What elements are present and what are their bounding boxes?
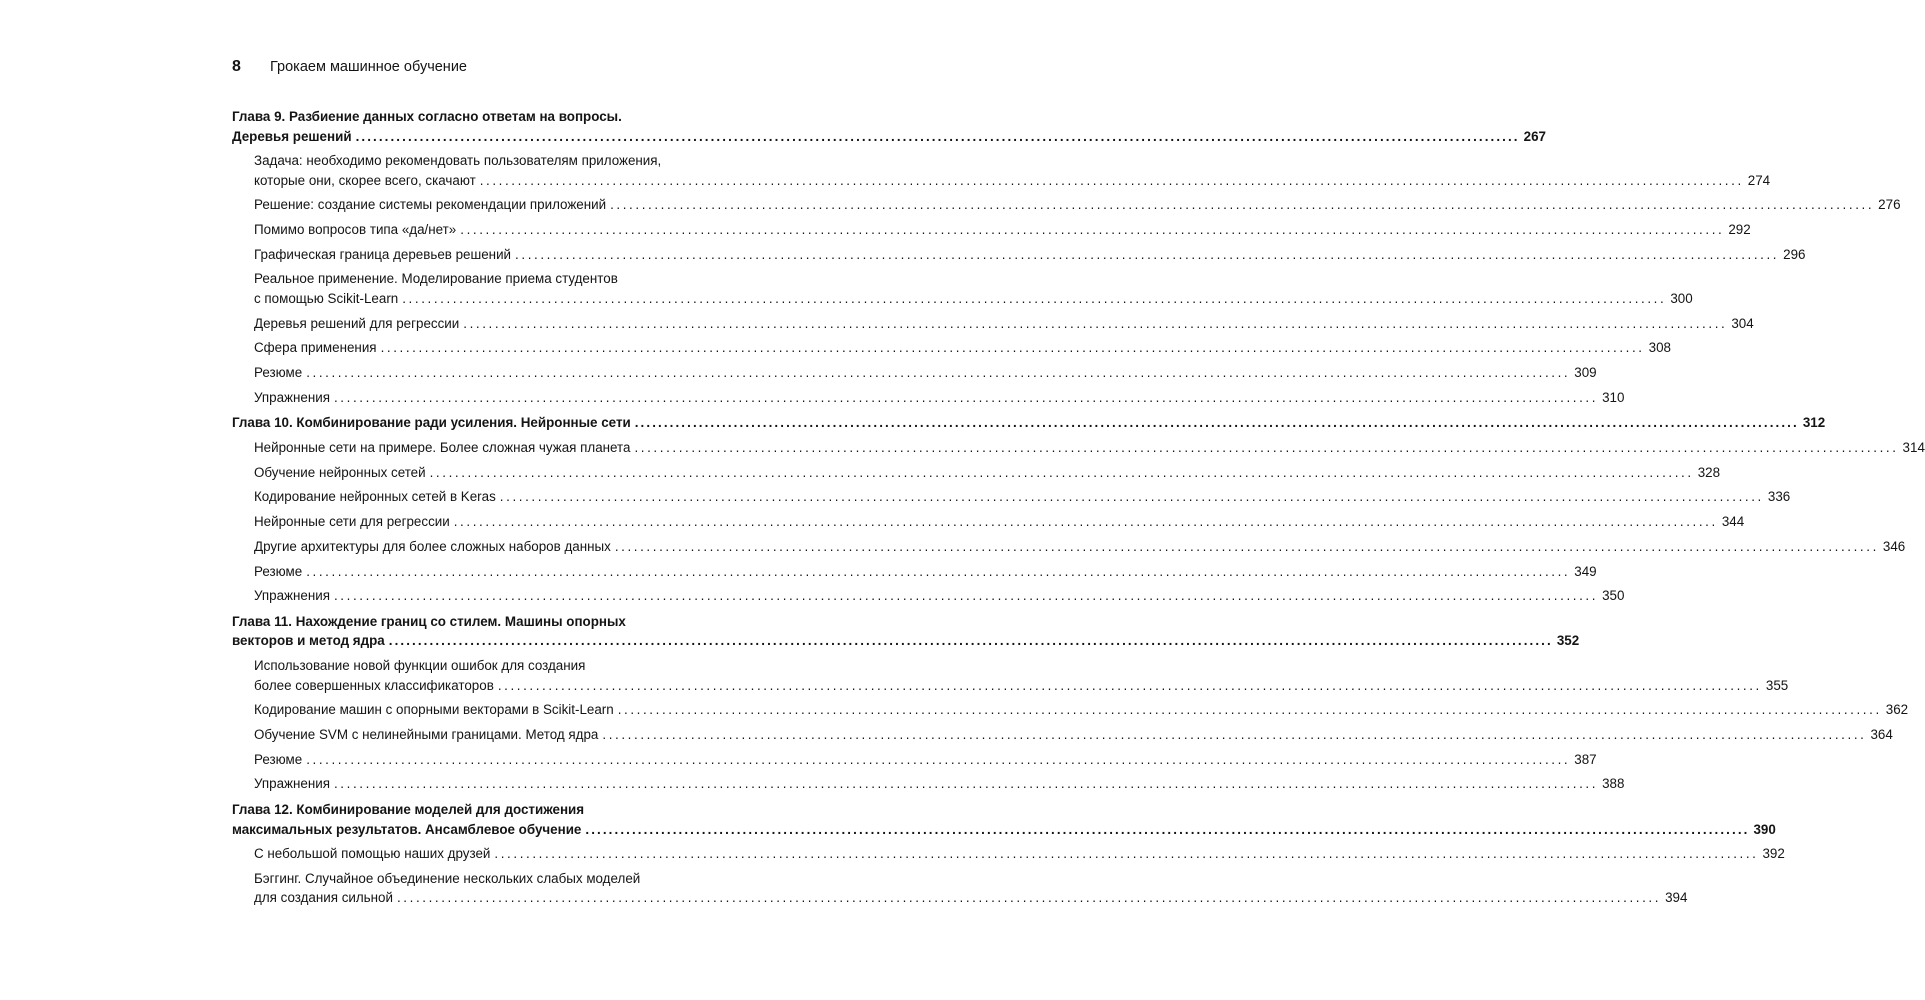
page-reference: 394 — [1665, 890, 1688, 906]
toc-section-entry[interactable] — [232, 463, 1721, 483]
section-title-line: С небольшой помощью наших друзей — [254, 846, 491, 862]
section-title-line: Бэггинг. Случайное объединение нескольких слабых моделей — [254, 870, 641, 886]
dot-leader: ........................................................................................................................................................................................................ — [515, 246, 1780, 262]
chapter-title-line: Глава 12. Комбинирование моделей для достижения — [232, 802, 585, 817]
page-number: 8 — [232, 58, 241, 75]
toc-section-entry[interactable] — [232, 656, 1789, 695]
page-reference: 274 — [1747, 172, 1771, 188]
toc-section-entry[interactable] — [232, 844, 1785, 864]
toc-section-entry[interactable] — [232, 338, 1671, 358]
dot-leader: ........................................................................................................................................................................................................ — [479, 172, 1744, 188]
page-header — [232, 58, 467, 76]
dot-leader: ........................................................................................................................................................................................................ — [333, 776, 1599, 792]
chapter-title-line: максимальных результатов. Ансамблевое обучение — [232, 821, 582, 837]
section-title-line: Кодирование машин с опорными векторами в Scikit-Learn — [254, 702, 614, 718]
toc-section-entry[interactable] — [232, 195, 1901, 215]
section-title-line: Упражнения — [254, 389, 330, 405]
toc-section-entry[interactable] — [232, 363, 1597, 383]
toc-chapter-entry[interactable] — [232, 612, 1580, 651]
dot-leader: ........................................................................................................................................................................................................ — [634, 440, 1899, 456]
page-reference: 296 — [1783, 246, 1806, 262]
page-reference: 276 — [1878, 197, 1901, 213]
running-title: Грокаем машинное обучение — [270, 59, 467, 75]
page-reference: 308 — [1648, 340, 1671, 356]
chapter-title-line: векторов и метод ядра — [232, 633, 385, 649]
dot-leader: ........................................................................................................................................................................................................ — [614, 538, 1879, 554]
dot-leader: ........................................................................................................................................................................................................ — [306, 365, 1571, 380]
dot-leader: ........................................................................................................................................................................................................ — [585, 821, 1750, 837]
toc-section-entry[interactable] — [232, 512, 1745, 532]
page-reference: 352 — [1556, 633, 1580, 649]
page-reference: 309 — [1574, 365, 1597, 380]
table-of-contents — [232, 107, 1925, 908]
dot-leader: ........................................................................................................................................................................................................ — [396, 890, 1662, 906]
dot-leader: ........................................................................................................................................................................................................ — [355, 128, 1520, 144]
page-reference: 364 — [1870, 726, 1893, 742]
page-reference: 267 — [1523, 128, 1546, 144]
dot-leader: ........................................................................................................................................................................................................ — [306, 751, 1571, 767]
section-title-line: Задача: необходимо рекомендовать пользователям приложения, — [254, 153, 662, 169]
toc-section-entry[interactable] — [232, 438, 1925, 458]
page-reference: 388 — [1602, 776, 1625, 792]
dot-leader: ........................................................................................................................................................................................................ — [460, 222, 1725, 238]
section-title-line: Реальное применение. Моделирование приема студентов — [254, 271, 618, 287]
section-title-line: Деревья решений для регрессии — [254, 315, 460, 331]
section-title-line: Решение: создание системы рекомендации приложений — [254, 197, 607, 213]
toc-chapter-entry[interactable] — [232, 413, 1826, 433]
chapter-title-line: Глава 11. Нахождение границ со стилем. Машины опорных — [232, 613, 626, 629]
section-title-line: более совершенных классификаторов — [254, 677, 494, 693]
page-reference: 387 — [1574, 751, 1597, 767]
toc-section-entry[interactable] — [232, 586, 1625, 606]
page-reference: 292 — [1728, 222, 1751, 238]
page-reference: 344 — [1721, 514, 1745, 530]
toc-section-entry[interactable] — [232, 269, 1693, 308]
toc-section-entry[interactable] — [232, 725, 1893, 745]
dot-leader: ........................................................................................................................................................................................................ — [333, 389, 1599, 405]
page-reference: 346 — [1882, 538, 1906, 554]
page-reference: 355 — [1765, 677, 1789, 693]
section-title-line: Использование новой функции ошибок для создания — [254, 658, 586, 674]
page-reference: 304 — [1731, 315, 1754, 331]
section-title-line: Графическая граница деревьев решений — [254, 246, 512, 262]
dot-leader: ........................................................................................................................................................................................................ — [602, 726, 1867, 742]
toc-section-entry[interactable] — [232, 151, 1771, 190]
section-title-line: Обучение нейронных сетей — [254, 464, 426, 480]
dot-leader: ........................................................................................................................................................................................................ — [634, 415, 1799, 431]
section-title-line: Резюме — [254, 365, 303, 380]
dot-leader: ........................................................................................................................................................................................................ — [463, 315, 1728, 331]
toc-section-entry[interactable] — [232, 869, 1688, 908]
page-reference: 314 — [1902, 440, 1925, 456]
toc-section-entry[interactable] — [232, 314, 1754, 334]
section-title-line: с помощью Scikit-Learn — [254, 290, 399, 306]
toc-section-entry[interactable] — [232, 220, 1751, 240]
page-reference: 349 — [1574, 563, 1597, 579]
page-reference: 390 — [1753, 821, 1776, 837]
dot-leader: ........................................................................................................................................................................................................ — [497, 677, 1762, 693]
toc-section-entry[interactable] — [232, 487, 1791, 507]
toc-section-entry[interactable] — [232, 562, 1597, 582]
section-title-line: которые они, скорее всего, скачают — [254, 172, 476, 188]
section-title-line: Упражнения — [254, 776, 330, 792]
page-reference: 300 — [1670, 290, 1693, 306]
page-reference: 312 — [1802, 415, 1826, 431]
section-title-line: для создания сильной — [254, 890, 393, 906]
page-reference: 310 — [1602, 389, 1625, 405]
toc-chapter-entry[interactable] — [232, 800, 1776, 839]
toc-section-entry[interactable] — [232, 750, 1597, 770]
section-title-line: Другие архитектуры для более сложных наборов данных — [254, 538, 611, 554]
dot-leader: ........................................................................................................................................................................................................ — [494, 846, 1759, 862]
section-title-line: Упражнения — [254, 588, 330, 604]
page-reference: 336 — [1767, 489, 1791, 505]
toc-section-entry[interactable] — [232, 537, 1906, 557]
chapter-title-line: Деревья решений — [232, 128, 352, 144]
section-title-line: Резюме — [254, 751, 303, 767]
page-reference: 350 — [1602, 588, 1625, 604]
dot-leader: ........................................................................................................................................................................................................ — [402, 290, 1667, 306]
dot-leader: ........................................................................................................................................................................................................ — [499, 489, 1764, 505]
dot-leader: ........................................................................................................................................................................................................ — [429, 464, 1694, 480]
section-title-line: Сфера применения — [254, 340, 377, 356]
section-title-line: Обучение SVM с нелинейными границами. Метод ядра — [254, 726, 599, 742]
toc-section-entry[interactable] — [232, 774, 1625, 794]
dot-leader: ........................................................................................................................................................................................................ — [333, 588, 1599, 604]
dot-leader: ........................................................................................................................................................................................................ — [380, 340, 1645, 356]
dot-leader: ........................................................................................................................................................................................................ — [306, 563, 1571, 579]
toc-chapter-entry[interactable] — [232, 107, 1546, 146]
chapter-title-line: Глава 9. Разбиение данных согласно ответам на вопросы. — [232, 109, 622, 124]
chapter-title-line: Глава 10. Комбинирование ради усиления. Нейронные сети — [232, 415, 631, 431]
toc-section-entry[interactable] — [232, 245, 1806, 265]
section-title-line: Кодирование нейронных сетей в Keras — [254, 489, 496, 505]
page-reference: 328 — [1697, 464, 1721, 480]
toc-section-entry[interactable] — [232, 388, 1625, 408]
section-title-line: Нейронные сети на примере. Более сложная чужая планета — [254, 440, 631, 456]
page-reference: 362 — [1885, 702, 1909, 718]
dot-leader: ........................................................................................................................................................................................................ — [617, 702, 1882, 718]
section-title-line: Резюме — [254, 563, 303, 579]
page-reference: 392 — [1762, 846, 1785, 862]
section-title-line: Помимо вопросов типа «да/нет» — [254, 222, 457, 238]
dot-leader: ........................................................................................................................................................................................................ — [388, 633, 1553, 649]
toc-section-entry[interactable] — [232, 700, 1909, 720]
dot-leader: ........................................................................................................................................................................................................ — [610, 197, 1875, 213]
dot-leader: ........................................................................................................................................................................................................ — [453, 514, 1718, 530]
section-title-line: Нейронные сети для регрессии — [254, 514, 450, 530]
